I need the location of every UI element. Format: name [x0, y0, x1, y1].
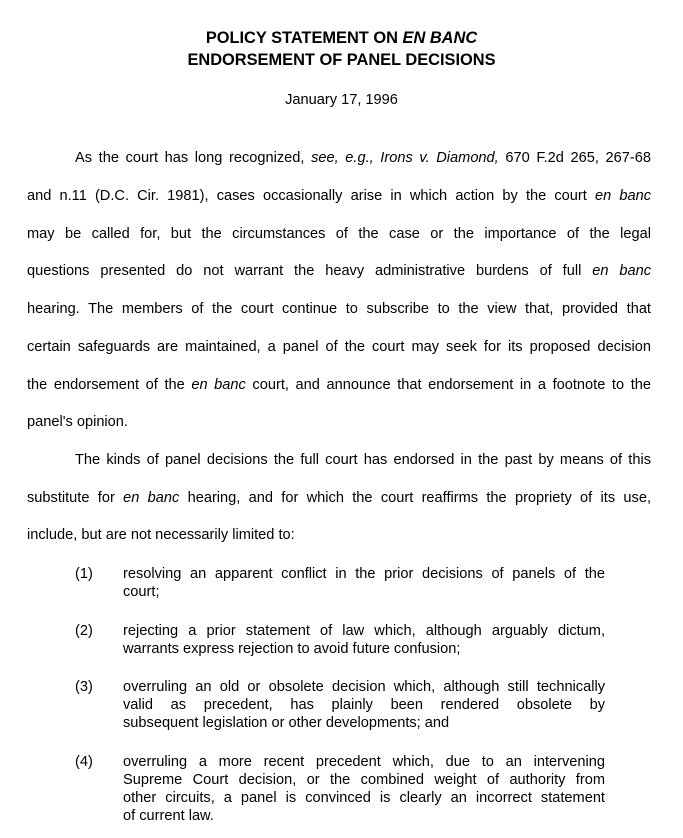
paragraph-1-line-4 — [27, 262, 651, 280]
italic-term: en banc — [191, 377, 246, 393]
list-item-number: (1) — [75, 566, 93, 582]
list-item-line: resolving an apparent conflict in the prior decisions of panels of the — [123, 566, 605, 582]
text-span: questions presented do not warrant the heavy administrative burdens of full — [27, 263, 593, 279]
paragraph-2-line-2 — [27, 489, 651, 507]
list-item-line: valid as precedent, has plainly been rendered obsolete by — [123, 697, 605, 713]
paragraph-2-line-1: The kinds of panel decisions the full court has endorsed in the past by means of this — [75, 452, 651, 468]
list-item-line: court; — [123, 584, 160, 600]
text-span: court, and announce that endorsement in a footnote to the — [245, 377, 651, 393]
text-span: and n.11 (D.C. Cir. 1981), cases occasionally arise in which action by the court — [27, 188, 595, 204]
list-item-line: of current law. — [123, 808, 214, 824]
list-item-number: (2) — [75, 623, 93, 639]
case-citation: see, e.g., Irons v. Diamond, — [311, 150, 499, 166]
list-item-line: Supreme Court decision, or the combined weight of authority from — [123, 772, 605, 788]
list-item-line: rejecting a prior statement of law which, although arguably dictum, — [123, 623, 605, 639]
paragraph-2-line-3: include, but are not necessarily limited to: — [27, 527, 295, 543]
list-item-number: (3) — [75, 679, 93, 695]
document-title-line-2: ENDORSEMENT OF PANEL DECISIONS — [187, 51, 496, 69]
text-span: As the court has long recognized, — [75, 150, 312, 166]
italic-term: en banc — [594, 188, 652, 204]
list-item-line: other circuits, a panel is convinced is clearly an incorrect statement — [123, 790, 605, 806]
paragraph-1-line-3: may be called for, but the circumstances of the case or the importance of the legal — [27, 226, 651, 242]
text-span: hearing, and for which the court reaffirms the propriety of its use, — [179, 490, 651, 506]
text-span: the endorsement of the — [27, 377, 192, 393]
list-item-number: (4) — [75, 754, 93, 770]
paragraph-1-line-8: panel's opinion. — [27, 414, 128, 430]
text-span: 670 F.2d 265, 267-68 — [498, 150, 652, 166]
list-item-line: overruling a more recent precedent which, due to an intervening — [123, 754, 605, 770]
list-item-line: warrants express rejection to avoid future confusion; — [123, 641, 461, 657]
title-text: POLICY STATEMENT ON — [205, 29, 403, 47]
paragraph-1-line-5: hearing. The members of the court continue to subscribe to the view that, provided that — [27, 301, 651, 317]
text-span: substitute for — [27, 490, 124, 506]
italic-term: en banc — [592, 263, 651, 279]
title-italic-text: EN BANC — [402, 29, 478, 47]
list-item-text — [123, 678, 605, 732]
list-item-line: subsequent legislation or other developments; and — [123, 715, 450, 731]
italic-term: en banc — [123, 490, 180, 506]
list-item-text — [123, 565, 605, 601]
list-item-line: overruling an old or obsolete decision which, although still technically — [123, 679, 605, 695]
document-title-line-1 — [0, 28, 683, 48]
paragraph-1-line-1 — [75, 149, 651, 167]
paragraph-1-line-7 — [27, 376, 651, 394]
paragraph-1-line-6: certain safeguards are maintained, a panel of the court may seek for its proposed decision — [27, 339, 651, 355]
document-date: January 17, 1996 — [285, 92, 398, 108]
paragraph-1-line-2 — [27, 187, 651, 205]
list-item-text — [123, 753, 605, 825]
list-item-text — [123, 622, 605, 658]
